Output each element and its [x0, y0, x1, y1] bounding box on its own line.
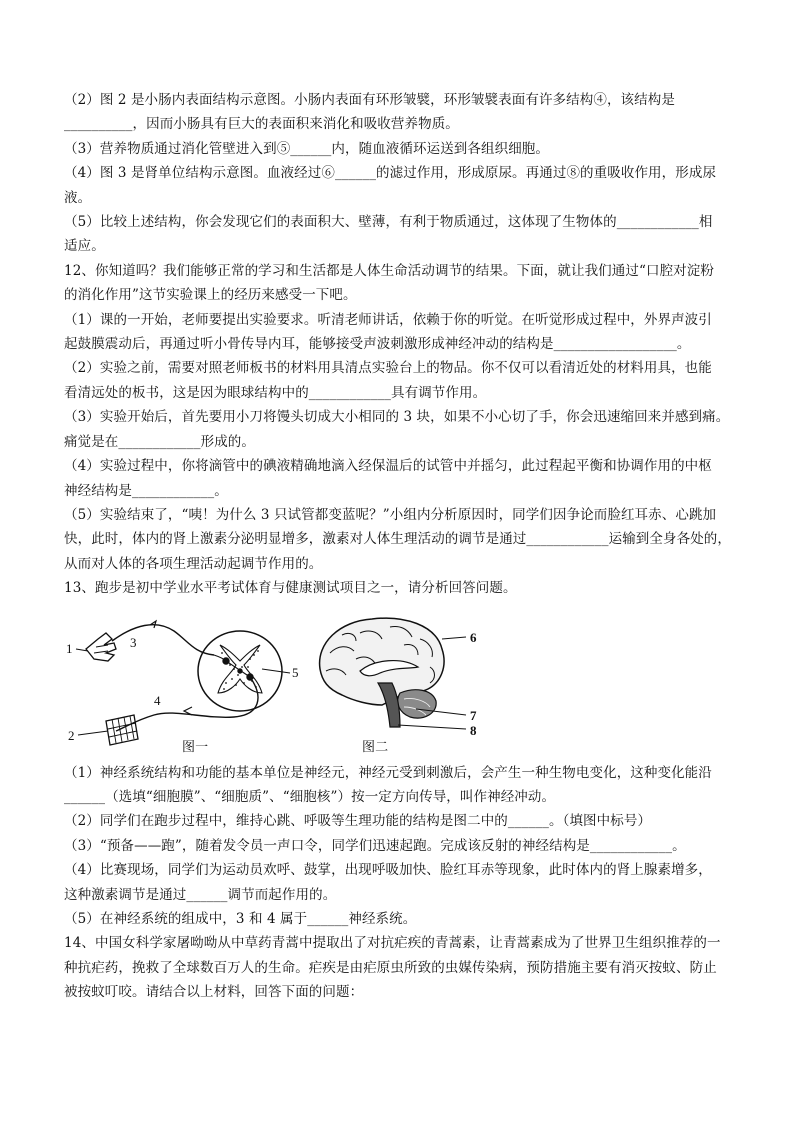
- q13-part4-line2: 这种激素调节是通过______调节而起作用的。: [64, 886, 337, 903]
- q12-part5-line3: 从而对人体的各项生理活动起调节作用的。: [64, 555, 323, 572]
- q14-line3: 被按蚊叮咬。请结合以上材料，回答下面的问题：: [64, 984, 364, 1001]
- fig1-caption: 图一: [182, 738, 209, 754]
- fig1-label-2: 2: [68, 727, 75, 743]
- fig1-label-4: 4: [154, 692, 161, 708]
- q11-part4-line2: 液。: [64, 189, 92, 206]
- fig2-label-7: 7: [470, 707, 477, 723]
- brain-diagram: [320, 618, 466, 729]
- q12-part4-line2: 神经结构是____________。: [64, 482, 228, 499]
- q13-intro: 13、跑步是初中学业水平考试体育与健康测试项目之一，请分析回答问题。: [64, 580, 517, 597]
- q12-part3-line1: （3）实验开始后，首先要用小刀将馒头切成大小相同的 3 块，如果不小心切了手，你会迅速缩回来并感到痛。: [64, 409, 730, 426]
- fig2-label-6: 6: [470, 629, 477, 645]
- fig2-caption: 图二: [362, 738, 389, 754]
- q11-part3: （3）营养物质通过消化管壁进入到⑤______内，随血液循环运送到各组织细胞。: [64, 140, 549, 157]
- fig2-label-8: 8: [470, 722, 477, 738]
- q11-part2-line2: __________，因而小肠具有巨大的表面积来消化和吸收营养物质。: [64, 116, 459, 133]
- q11-part5-line2: 适应。: [64, 238, 105, 255]
- q13-part4-line1: （4）比赛现场，同学们为运动员欢呼、鼓掌，出现呼吸加快、脸红耳赤等现象，此时体内的肾上腺素增多，: [64, 862, 712, 879]
- q11-part4-line1: （4）图 3 是肾单位结构示意图。血液经过⑥______的滤过作用，形成原尿。再通过⑧的重吸收作用，形成尿: [64, 165, 717, 182]
- q12-part1-line2: 起鼓膜震动后，再通过听小骨传导内耳，能够接受声波刺激形成神经冲动的结构是__________________。: [64, 336, 691, 353]
- q12-part4-line1: （4）实验过程中，你将滴管中的碘液精确地滴入经保温后的试管中并摇匀，此过程起平衡和协调作用的中枢: [64, 458, 712, 475]
- q12-part2-line2: 看清远处的板书，这是因为眼球结构中的____________具有调节作用。: [64, 384, 487, 401]
- q13-figures: [64, 609, 740, 755]
- q14-line1: 14、中国女科学家屠呦呦从中草药青蒿中提取出了对抗疟疾的青蒿素，让青蒿素成为了世界卫生组织推荐的一: [64, 935, 721, 952]
- q12-part3-line2: 痛觉是在____________形成的。: [64, 433, 255, 450]
- fig1-label-5: 5: [292, 664, 299, 680]
- q13-part5: （5）在神经系统的组成中，3 和 4 属于______神经系统。: [64, 910, 417, 927]
- q13-part1-line2: ______（选填“细胞膜”、“细胞质”、“细胞核”）按一定方向传导，叫作神经冲动。: [64, 788, 556, 805]
- q12-intro-line1: 12、你知道吗？我们能够正常的学习和生活都是人体生命活动调节的结果。下面，就让我们通过“口腔对淀粉: [64, 262, 714, 279]
- q13-part1-line1: （1）神经系统结构和功能的基本单位是神经元，神经元受到刺激后，会产生一种生物电变化，这种变化能沿: [64, 764, 712, 781]
- q11-part5-line1: （5）比较上述结构，你会发现它们的表面积大、壁薄，有利于物质通过，这体现了生物体的____________相: [64, 214, 713, 231]
- q14-line2: 种抗疟药，挽救了全球数百万人的生命。疟疾是由疟原虫所致的虫媒传染病，预防措施主要有消灭按蚊、防止: [64, 959, 717, 976]
- q12-part5-line1: （5）实验结束了，“咦！为什么 3 只试管都变蓝呢？”小组内分析原因时，同学们因争论而脸红耳赤、心跳加: [64, 506, 717, 523]
- q11-part2-line1: （2）图 2 是小肠内表面结构示意图。小肠内表面有环形皱襞，环形皱襞表面有许多结构④，该结构是: [64, 92, 675, 108]
- reflex-arc-diagram: [76, 621, 290, 745]
- q12-part2-line1: （2）实验之前，需要对照老师板书的材料用具清点实验台上的物品。你不仅可以看清近处的材料用具，也能: [64, 360, 712, 377]
- fig1-label-1: 1: [66, 640, 73, 656]
- q12-part1-line1: （1）课的一开始，老师要提出实验要求。听清老师讲话，依赖于你的听觉。在听觉形成过程中，外界声波引: [64, 311, 712, 328]
- page-content: [64, 88, 740, 1005]
- q13-part2: （2）同学们在跑步过程中，维持心跳、呼吸等生理功能的结构是图二中的______。（填图中标号）: [64, 813, 652, 830]
- q12-intro-line2: 的消化作用”这节实验课上的经历来感受一下吧。: [64, 287, 357, 304]
- reflex-arc-and-brain-figures: [64, 609, 484, 755]
- q13-part3: （3）“预备——跑”，随着发令员一声口令，同学们迅速起跑。完成该反射的神经结构是____________。: [64, 837, 686, 854]
- fig1-label-3: 3: [130, 634, 137, 650]
- q12-part5-line2: 快，此时，体内的肾上激素分泌明显增多，激素对人体生理活动的调节是通过____________运输到全身各处的，: [64, 531, 731, 548]
